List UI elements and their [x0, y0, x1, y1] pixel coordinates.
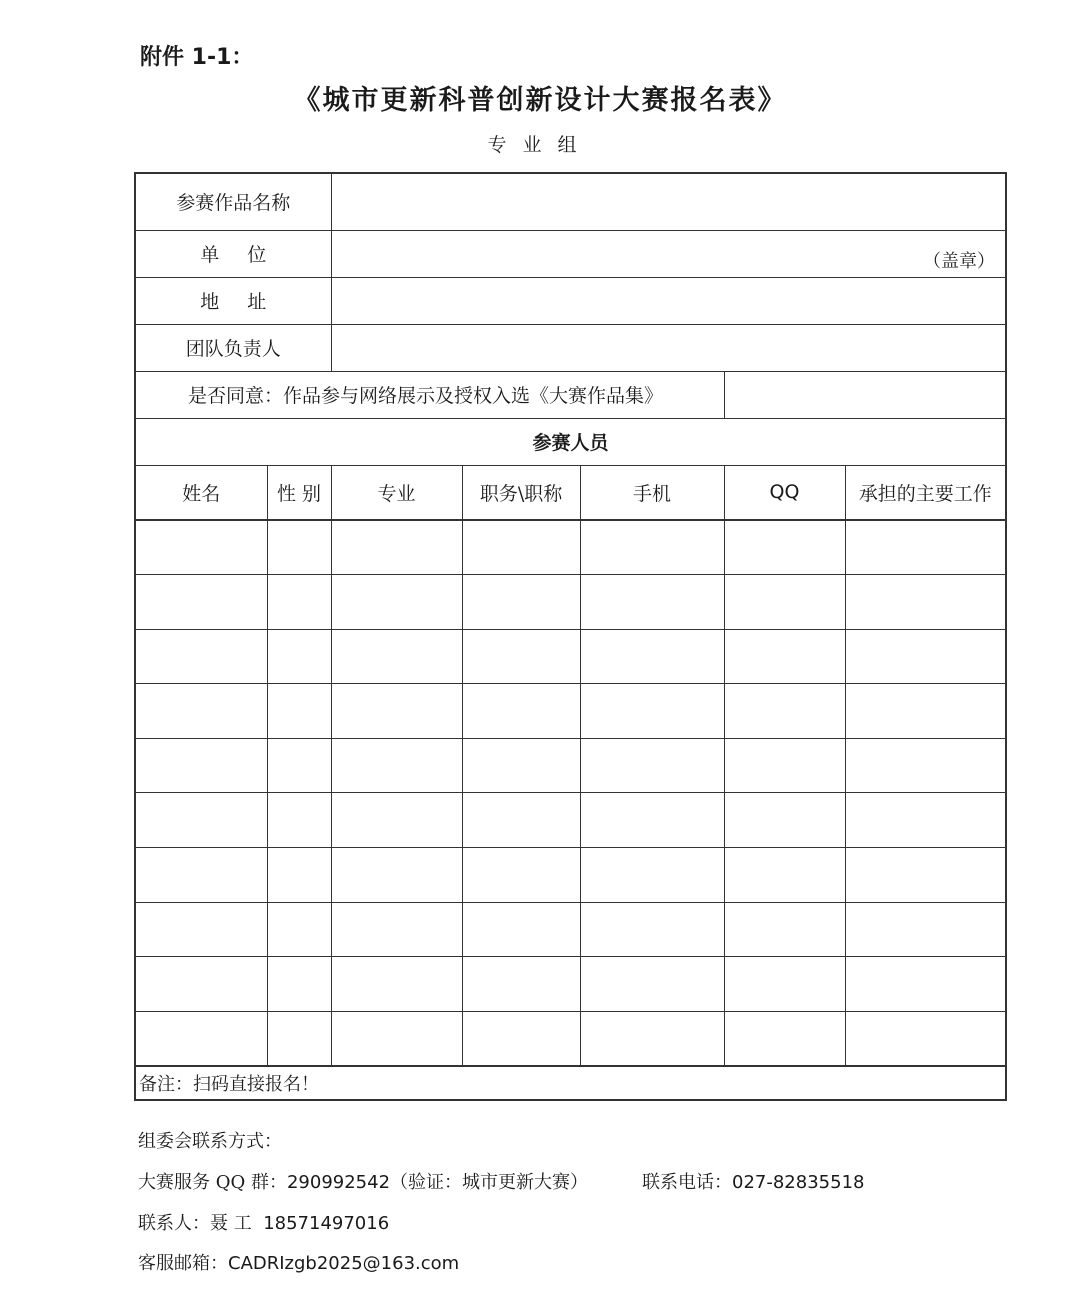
participant-row	[135, 520, 1006, 575]
column-header-row	[135, 465, 1006, 520]
column-header-qq: QQ	[724, 465, 845, 520]
participant-cell-major[interactable]	[331, 629, 462, 684]
participant-cell-mobile[interactable]	[580, 738, 724, 793]
participant-cell-qq[interactable]	[724, 902, 845, 957]
participant-cell-name[interactable]	[135, 520, 267, 575]
participant-cell-mobile[interactable]	[580, 1011, 724, 1066]
participant-cell-name[interactable]	[135, 575, 267, 630]
remark-text: 备注：扫码直接报名！	[135, 1066, 1006, 1100]
participant-cell-gender[interactable]	[267, 793, 331, 848]
consent-field[interactable]	[724, 371, 1006, 418]
address-row	[135, 277, 1006, 324]
participant-cell-title[interactable]	[462, 1011, 580, 1066]
participant-cell-main-work[interactable]	[845, 793, 1006, 848]
column-header-name: 姓名	[135, 465, 267, 520]
participant-cell-major[interactable]	[331, 1011, 462, 1066]
participant-cell-major[interactable]	[331, 575, 462, 630]
column-header-major: 专业	[331, 465, 462, 520]
qq-group-number: 290992542	[286, 1172, 391, 1193]
participant-cell-major[interactable]	[331, 957, 462, 1012]
participant-cell-main-work[interactable]	[845, 848, 1006, 903]
address-field[interactable]	[331, 277, 1006, 324]
participant-cell-gender[interactable]	[267, 520, 331, 575]
participant-cell-gender[interactable]	[267, 738, 331, 793]
participant-cell-mobile[interactable]	[580, 575, 724, 630]
participant-cell-name[interactable]	[135, 902, 267, 957]
column-header-main-work: 承担的主要工作	[845, 465, 1006, 520]
participant-cell-title[interactable]	[462, 738, 580, 793]
participant-cell-gender[interactable]	[267, 902, 331, 957]
participant-cell-gender[interactable]	[267, 1011, 331, 1066]
participant-cell-mobile[interactable]	[580, 793, 724, 848]
participant-cell-name[interactable]	[135, 684, 267, 739]
participant-cell-main-work[interactable]	[845, 902, 1006, 957]
contact-qq-line	[138, 1168, 588, 1194]
participant-cell-title[interactable]	[462, 575, 580, 630]
participant-cell-major[interactable]	[331, 848, 462, 903]
participant-cell-major[interactable]	[331, 684, 462, 739]
participant-cell-gender[interactable]	[267, 629, 331, 684]
qq-group-note: （验证：城市更新大赛）	[390, 1172, 589, 1193]
participant-cell-gender[interactable]	[267, 848, 331, 903]
participant-row	[135, 629, 1006, 684]
participant-cell-title[interactable]	[462, 684, 580, 739]
contact-heading: 组委会联系方式：	[138, 1131, 282, 1152]
unit-field[interactable]	[331, 230, 1006, 277]
participant-row	[135, 684, 1006, 739]
page-subtitle: 专业组	[487, 134, 593, 156]
phone-number: 027-82835518	[732, 1172, 865, 1193]
participant-row	[135, 793, 1006, 848]
participant-cell-qq[interactable]	[724, 520, 845, 575]
participant-cell-title[interactable]	[462, 520, 580, 575]
participant-cell-name[interactable]	[135, 957, 267, 1012]
leader-row	[135, 324, 1006, 371]
participant-cell-mobile[interactable]	[580, 684, 724, 739]
leader-label: 团队负责人	[135, 324, 331, 371]
participant-cell-main-work[interactable]	[845, 684, 1006, 739]
participant-cell-main-work[interactable]	[845, 629, 1006, 684]
participant-cell-major[interactable]	[331, 520, 462, 575]
qq-group-label: 大赛服务 QQ 群：	[138, 1172, 287, 1193]
consent-row	[135, 371, 1006, 418]
participant-cell-qq[interactable]	[724, 848, 845, 903]
participant-cell-main-work[interactable]	[845, 520, 1006, 575]
participant-cell-gender[interactable]	[267, 684, 331, 739]
participant-cell-gender[interactable]	[267, 575, 331, 630]
participant-cell-mobile[interactable]	[580, 848, 724, 903]
participant-row	[135, 1011, 1006, 1066]
participant-cell-title[interactable]	[462, 793, 580, 848]
email-address[interactable]: CADRIzgb2025@163.com	[228, 1253, 460, 1274]
participant-cell-main-work[interactable]	[845, 575, 1006, 630]
participant-cell-qq[interactable]	[724, 1011, 845, 1066]
participant-cell-title[interactable]	[462, 902, 580, 957]
participant-rows	[135, 520, 1006, 1066]
seal-note: （盖章）	[923, 250, 996, 272]
participant-cell-name[interactable]	[135, 848, 267, 903]
participant-cell-mobile[interactable]	[580, 902, 724, 957]
participant-cell-gender[interactable]	[267, 957, 331, 1012]
participant-cell-main-work[interactable]	[845, 957, 1006, 1012]
participant-row	[135, 848, 1006, 903]
participant-cell-mobile[interactable]	[580, 520, 724, 575]
participant-cell-qq[interactable]	[724, 629, 845, 684]
participants-heading: 参赛人员	[135, 418, 1006, 465]
participant-cell-title[interactable]	[462, 629, 580, 684]
participant-row	[135, 738, 1006, 793]
participant-cell-name[interactable]	[135, 793, 267, 848]
participant-cell-qq[interactable]	[724, 684, 845, 739]
participant-cell-main-work[interactable]	[845, 1011, 1006, 1066]
participant-cell-main-work[interactable]	[845, 738, 1006, 793]
address-label: 地址	[135, 277, 331, 324]
column-header-title: 职务\职称	[462, 465, 580, 520]
participant-cell-mobile[interactable]	[580, 629, 724, 684]
email-label: 客服邮箱：	[138, 1253, 228, 1274]
remark-row	[135, 1066, 1006, 1100]
unit-row	[135, 230, 1006, 277]
participant-cell-mobile[interactable]	[580, 957, 724, 1012]
column-header-mobile: 手机	[580, 465, 724, 520]
consent-text: 是否同意：作品参与网络展示及授权入选《大赛作品集》	[135, 371, 724, 418]
participant-cell-qq[interactable]	[724, 738, 845, 793]
participant-cell-major[interactable]	[331, 902, 462, 957]
participant-cell-qq[interactable]	[724, 575, 845, 630]
work-name-field[interactable]	[331, 173, 1006, 230]
participant-row	[135, 575, 1006, 630]
participant-cell-name[interactable]	[135, 738, 267, 793]
column-header-gender: 性 别	[267, 465, 331, 520]
contact-email-line	[138, 1249, 459, 1275]
page-title: 《城市更新科普创新设计大赛报名表》	[293, 85, 787, 116]
phone-label: 联系电话：	[642, 1172, 732, 1193]
annex-label: 附件 1-1：	[140, 45, 254, 70]
participant-cell-name[interactable]	[135, 1011, 267, 1066]
participant-row	[135, 902, 1006, 957]
participant-row	[135, 957, 1006, 1012]
work-name-row	[135, 173, 1006, 230]
participant-cell-name[interactable]	[135, 629, 267, 684]
unit-label: 单位	[135, 230, 331, 277]
participant-cell-qq[interactable]	[724, 957, 845, 1012]
participant-cell-major[interactable]	[331, 793, 462, 848]
contact-person-line	[138, 1209, 389, 1235]
contact-person-phone: 18571497016	[263, 1213, 390, 1234]
participant-cell-title[interactable]	[462, 957, 580, 1012]
participants-heading-row	[135, 418, 1006, 465]
leader-field[interactable]	[331, 324, 1006, 371]
contact-person-label: 联系人：聂 工	[138, 1213, 252, 1234]
participant-cell-title[interactable]	[462, 848, 580, 903]
participant-cell-qq[interactable]	[724, 793, 845, 848]
participant-cell-major[interactable]	[331, 738, 462, 793]
registration-form	[134, 172, 1007, 1101]
contact-phone-line	[642, 1168, 864, 1194]
work-name-label: 参赛作品名称	[135, 173, 331, 230]
